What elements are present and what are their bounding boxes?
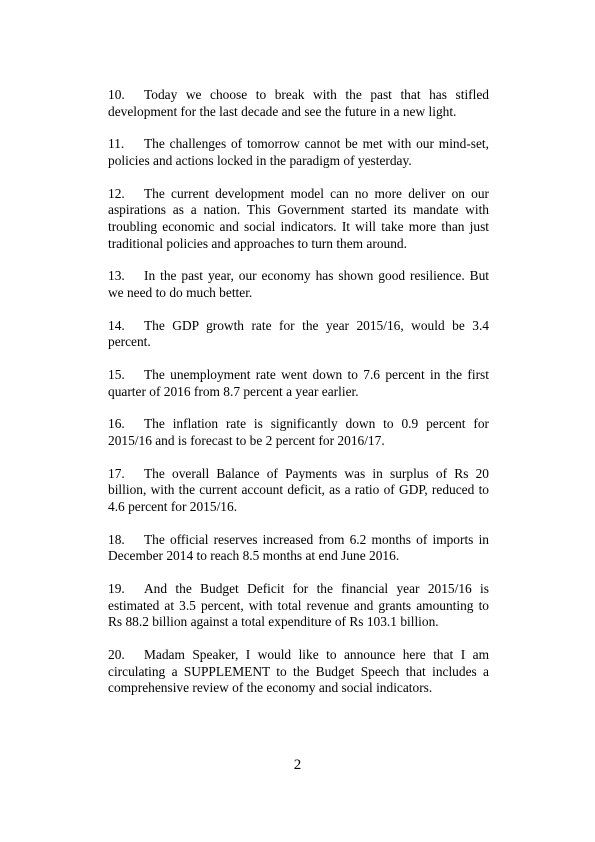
paragraph-text: The current development model can no more deliver on our aspirations as a nation. This Government started its mandate with troubling economic and social indicators. It will take more than just traditional policies and approaches to turn them around. bbox=[108, 185, 489, 251]
page-number: 2 bbox=[293, 757, 302, 773]
paragraph-text: In the past year, our economy has shown good resilience. But we need to do much better. bbox=[108, 268, 489, 300]
paragraph-text: The GDP growth rate for the year 2015/16, would be 3.4 percent. bbox=[108, 317, 489, 350]
paragraph-number: 17. bbox=[108, 465, 125, 481]
paragraph-text: The challenges of tomorrow cannot be met with our mind-set, policies and actions locked in the paradigm of yesterday. bbox=[108, 136, 489, 168]
paragraph-17 bbox=[108, 466, 489, 516]
paragraph-text: And the Budget Deficit for the financial year 2015/16 is estimated at 3.5 percent, with total revenue and grants amounting to Rs 88.2 billion against a total expenditure of Rs 103.1 billion. bbox=[108, 581, 489, 630]
paragraph-text: Madam Speaker, I would like to announce here that I am circulating a SUPPLEMENT to the Budget Speech that includes a comprehensive review of the economy and social indicators. bbox=[108, 647, 489, 696]
paragraph-number: 18. bbox=[108, 531, 125, 547]
paragraph-11 bbox=[108, 136, 489, 169]
paragraph-16 bbox=[108, 416, 489, 449]
paragraph-18 bbox=[108, 532, 489, 565]
paragraph-text: The unemployment rate went down to 7.6 percent in the first quarter of 2016 from 8.7 percent a year earlier. bbox=[108, 367, 489, 399]
paragraph-number: 20. bbox=[108, 647, 125, 663]
paragraph-text: Today we choose to break with the past that has stifled development for the last decade and see the future in a new light. bbox=[108, 87, 489, 119]
paragraph-text: The official reserves increased from 6.2 months of imports in December 2014 to reach 8.5 months at end June 2016. bbox=[108, 531, 489, 564]
paragraph-number: 16. bbox=[108, 416, 125, 432]
paragraph-14 bbox=[108, 318, 489, 351]
paragraph-number: 10. bbox=[108, 87, 125, 102]
paragraph-number: 14. bbox=[108, 317, 125, 333]
document-body bbox=[108, 87, 489, 713]
paragraph-number: 15. bbox=[108, 367, 125, 383]
paragraph-number: 12. bbox=[108, 185, 125, 201]
paragraph-number: 19. bbox=[108, 581, 125, 597]
paragraph-text: The inflation rate is significantly down to 0.9 percent for 2015/16 and is forecast to be 2 percent for 2016/17. bbox=[108, 416, 489, 449]
paragraph-19 bbox=[108, 581, 489, 631]
paragraph-10 bbox=[108, 87, 489, 120]
paragraph-20 bbox=[108, 647, 489, 697]
paragraph-number: 11. bbox=[108, 136, 125, 152]
paragraph-number: 13. bbox=[108, 268, 125, 284]
paragraph-13 bbox=[108, 268, 489, 301]
paragraph-12 bbox=[108, 186, 489, 252]
paragraph-text: The overall Balance of Payments was in surplus of Rs 20 billion, with the current account deficit, as a ratio of GDP, reduced to 4.6 percent for 2015/16. bbox=[108, 465, 489, 514]
paragraph-15 bbox=[108, 367, 489, 400]
